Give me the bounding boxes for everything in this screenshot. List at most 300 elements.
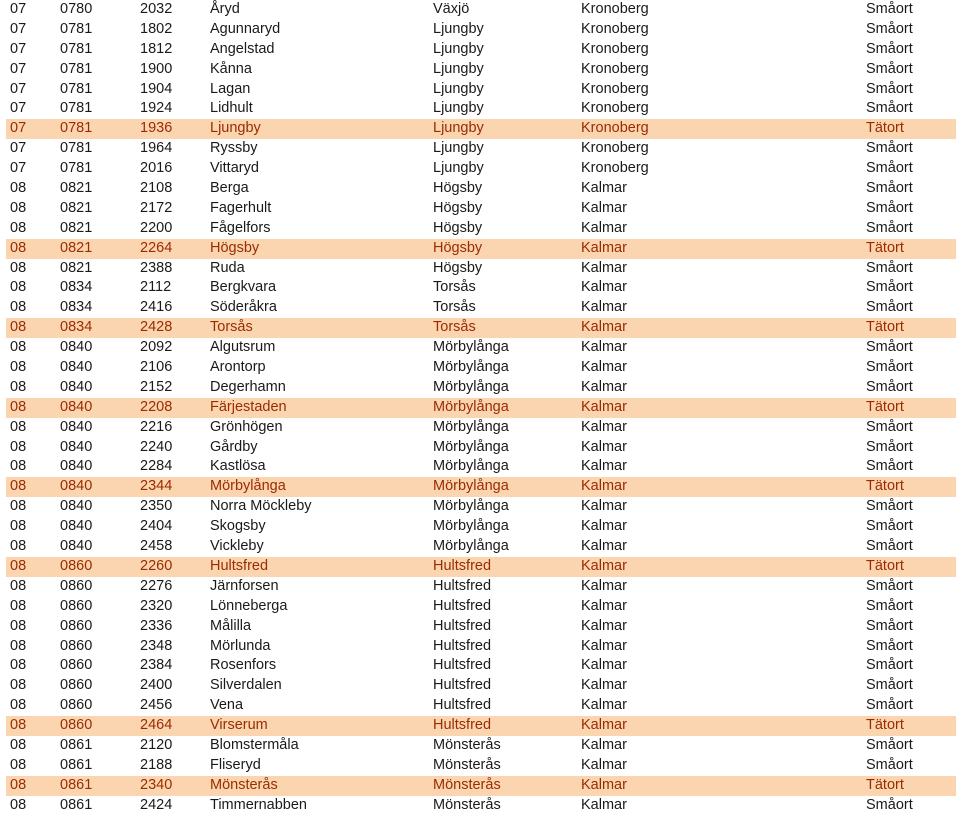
municipality-code-cell: 0781 xyxy=(60,120,93,137)
locality-type-cell: Småort xyxy=(866,637,913,654)
municipality-code-cell: 0840 xyxy=(60,339,93,356)
municipality-code-cell: 0781 xyxy=(60,20,93,37)
county-name-cell: Kronoberg xyxy=(581,80,649,97)
table-row xyxy=(6,338,956,358)
locality-name-cell: Virserum xyxy=(210,717,268,734)
table-row xyxy=(6,298,956,318)
table-row xyxy=(6,60,956,80)
municipality-name-cell: Hultsfred xyxy=(433,697,492,714)
municipality-name-cell: Växjö xyxy=(433,1,470,17)
county-name-cell: Kalmar xyxy=(581,259,627,276)
county-name-cell: Kalmar xyxy=(581,339,627,356)
municipality-code-cell: 0840 xyxy=(60,458,93,475)
municipality-code-cell: 0860 xyxy=(60,717,93,734)
locality-name-cell: Fågelfors xyxy=(210,219,271,236)
county-name-cell: Kalmar xyxy=(581,597,627,614)
county-code-cell: 08 xyxy=(10,717,27,734)
county-name-cell: Kalmar xyxy=(581,299,627,316)
locality-type-cell: Småort xyxy=(866,20,913,37)
locality-type-cell: Småort xyxy=(866,617,913,634)
locality-name-cell: Vickleby xyxy=(210,538,264,555)
locality-name-cell: Målilla xyxy=(210,617,252,634)
county-code-cell: 08 xyxy=(10,359,27,376)
table-row xyxy=(6,497,956,517)
locality-code-cell: 2092 xyxy=(140,339,173,356)
county-name-cell: Kalmar xyxy=(581,518,627,535)
locality-name-cell: Lönneberga xyxy=(210,597,288,614)
municipality-code-cell: 0861 xyxy=(60,736,93,753)
county-name-cell: Kronoberg xyxy=(581,60,649,77)
locality-type-cell: Småort xyxy=(866,518,913,535)
county-name-cell: Kalmar xyxy=(581,219,627,236)
table-row xyxy=(6,756,956,776)
municipality-code-cell: 0840 xyxy=(60,478,93,495)
locality-code-cell: 2340 xyxy=(140,776,173,793)
table-row xyxy=(6,358,956,378)
locality-code-cell: 2428 xyxy=(140,319,173,336)
table-row-highlighted xyxy=(6,477,956,497)
county-name-cell: Kalmar xyxy=(581,796,627,813)
table-row-highlighted xyxy=(6,557,956,577)
county-name-cell: Kalmar xyxy=(581,398,627,415)
locality-code-cell: 2384 xyxy=(140,657,173,674)
municipality-name-cell: Mönsterås xyxy=(433,756,501,773)
table-row xyxy=(6,99,956,119)
locality-code-cell: 2152 xyxy=(140,378,173,395)
county-code-cell: 08 xyxy=(10,657,27,674)
county-code-cell: 08 xyxy=(10,378,27,395)
locality-code-cell: 2320 xyxy=(140,597,173,614)
locality-type-cell: Småort xyxy=(866,279,913,296)
municipality-code-cell: 0781 xyxy=(60,60,93,77)
county-code-cell: 08 xyxy=(10,736,27,753)
county-code-cell: 08 xyxy=(10,776,27,793)
county-name-cell: Kalmar xyxy=(581,319,627,336)
municipality-code-cell: 0861 xyxy=(60,756,93,773)
municipality-name-cell: Mörbylånga xyxy=(433,538,509,555)
table-row xyxy=(6,0,956,20)
table-row xyxy=(6,617,956,637)
table-row xyxy=(6,696,956,716)
locality-type-cell: Småort xyxy=(866,160,913,177)
locality-name-cell: Arontorp xyxy=(210,359,266,376)
locality-type-cell: Småort xyxy=(866,597,913,614)
locality-type-cell: Tätort xyxy=(866,319,904,336)
table-row xyxy=(6,20,956,40)
county-code-cell: 08 xyxy=(10,518,27,535)
county-code-cell: 08 xyxy=(10,199,27,216)
municipality-code-cell: 0781 xyxy=(60,80,93,97)
county-name-cell: Kalmar xyxy=(581,677,627,694)
locality-code-cell: 2208 xyxy=(140,398,173,415)
table-row xyxy=(6,457,956,477)
locality-code-cell: 2032 xyxy=(140,1,173,17)
locality-code-cell: 2388 xyxy=(140,259,173,276)
locality-code-cell: 2264 xyxy=(140,239,173,256)
municipality-name-cell: Ljungby xyxy=(433,160,484,177)
locality-code-cell: 2344 xyxy=(140,478,173,495)
municipality-code-cell: 0821 xyxy=(60,219,93,236)
municipality-code-cell: 0840 xyxy=(60,438,93,455)
municipality-code-cell: 0781 xyxy=(60,160,93,177)
municipality-code-cell: 0860 xyxy=(60,677,93,694)
locality-type-cell: Småort xyxy=(866,378,913,395)
county-code-cell: 08 xyxy=(10,637,27,654)
municipality-name-cell: Ljungby xyxy=(433,40,484,57)
locality-code-cell: 2350 xyxy=(140,498,173,515)
municipality-name-cell: Mörbylånga xyxy=(433,518,509,535)
municipality-name-cell: Torsås xyxy=(433,279,476,296)
municipality-name-cell: Ljungby xyxy=(433,20,484,37)
county-name-cell: Kalmar xyxy=(581,359,627,376)
table-row xyxy=(6,40,956,60)
locality-type-cell: Tätort xyxy=(866,398,904,415)
locality-name-cell: Mörbylånga xyxy=(210,478,286,495)
locality-name-cell: Vittaryd xyxy=(210,160,259,177)
county-name-cell: Kalmar xyxy=(581,617,627,634)
table-row xyxy=(6,637,956,657)
locality-name-cell: Högsby xyxy=(210,239,260,256)
locality-name-cell: Degerhamn xyxy=(210,378,286,395)
county-code-cell: 08 xyxy=(10,597,27,614)
locality-name-cell: Blomstermåla xyxy=(210,736,299,753)
county-name-cell: Kalmar xyxy=(581,557,627,574)
county-code-cell: 08 xyxy=(10,398,27,415)
locality-code-cell: 2456 xyxy=(140,697,173,714)
table-row xyxy=(6,219,956,239)
locality-code-cell: 2416 xyxy=(140,299,173,316)
locality-code-cell: 2424 xyxy=(140,796,173,813)
locality-name-cell: Gårdby xyxy=(210,438,258,455)
municipality-code-cell: 0840 xyxy=(60,359,93,376)
county-name-cell: Kalmar xyxy=(581,637,627,654)
locality-code-cell: 1924 xyxy=(140,100,173,117)
county-code-cell: 08 xyxy=(10,577,27,594)
table-row xyxy=(6,159,956,179)
municipality-code-cell: 0840 xyxy=(60,378,93,395)
table-row xyxy=(6,517,956,537)
county-code-cell: 07 xyxy=(10,40,27,57)
municipality-code-cell: 0821 xyxy=(60,180,93,197)
county-name-cell: Kronoberg xyxy=(581,1,649,17)
municipality-name-cell: Mörbylånga xyxy=(433,478,509,495)
table-row xyxy=(6,378,956,398)
county-code-cell: 07 xyxy=(10,100,27,117)
municipality-name-cell: Högsby xyxy=(433,180,483,197)
locality-code-cell: 1904 xyxy=(140,80,173,97)
county-code-cell: 08 xyxy=(10,239,27,256)
county-code-cell: 08 xyxy=(10,458,27,475)
county-code-cell: 08 xyxy=(10,319,27,336)
table-row-highlighted xyxy=(6,239,956,259)
locality-name-cell: Vena xyxy=(210,697,244,714)
municipality-code-cell: 0781 xyxy=(60,40,93,57)
locality-type-cell: Småort xyxy=(866,219,913,236)
municipality-code-cell: 0860 xyxy=(60,577,93,594)
table-row xyxy=(6,537,956,557)
locality-code-cell: 2336 xyxy=(140,617,173,634)
municipality-name-cell: Hultsfred xyxy=(433,637,492,654)
municipality-name-cell: Mörbylånga xyxy=(433,359,509,376)
municipality-name-cell: Högsby xyxy=(433,239,483,256)
locality-code-cell: 2458 xyxy=(140,538,173,555)
municipality-name-cell: Mörbylånga xyxy=(433,498,509,515)
locality-code-cell: 2108 xyxy=(140,180,173,197)
county-name-cell: Kronoberg xyxy=(581,40,649,57)
municipality-code-cell: 0781 xyxy=(60,140,93,157)
locality-code-cell: 1964 xyxy=(140,140,173,157)
table-row xyxy=(6,736,956,756)
county-name-cell: Kalmar xyxy=(581,717,627,734)
municipality-code-cell: 0840 xyxy=(60,498,93,515)
locality-type-cell: Småort xyxy=(866,418,913,435)
county-name-cell: Kalmar xyxy=(581,756,627,773)
locality-type-cell: Småort xyxy=(866,677,913,694)
locality-name-cell: Angelstad xyxy=(210,40,275,57)
municipality-code-cell: 0821 xyxy=(60,239,93,256)
municipality-code-cell: 0821 xyxy=(60,199,93,216)
locality-type-cell: Småort xyxy=(866,100,913,117)
county-code-cell: 08 xyxy=(10,478,27,495)
county-name-cell: Kalmar xyxy=(581,378,627,395)
table-row-highlighted xyxy=(6,776,956,796)
locality-type-cell: Småort xyxy=(866,458,913,475)
locality-code-cell: 2276 xyxy=(140,577,173,594)
municipality-name-cell: Ljungby xyxy=(433,100,484,117)
locality-name-cell: Torsås xyxy=(210,319,253,336)
county-name-cell: Kalmar xyxy=(581,736,627,753)
municipality-code-cell: 0840 xyxy=(60,398,93,415)
municipality-name-cell: Mörbylånga xyxy=(433,398,509,415)
locality-type-cell: Småort xyxy=(866,657,913,674)
table-row xyxy=(6,278,956,298)
locality-type-cell: Småort xyxy=(866,498,913,515)
municipality-code-cell: 0861 xyxy=(60,776,93,793)
locality-name-cell: Bergkvara xyxy=(210,279,277,296)
county-code-cell: 08 xyxy=(10,438,27,455)
locality-code-cell: 2240 xyxy=(140,438,173,455)
county-name-cell: Kalmar xyxy=(581,478,627,495)
locality-code-cell: 2400 xyxy=(140,677,173,694)
locality-type-cell: Småort xyxy=(866,438,913,455)
locality-code-cell: 2112 xyxy=(140,279,172,296)
locality-name-cell: Silverdalen xyxy=(210,677,282,694)
locality-name-cell: Ruda xyxy=(210,259,245,276)
locality-type-cell: Småort xyxy=(866,80,913,97)
locality-type-cell: Småort xyxy=(866,180,913,197)
locality-name-cell: Berga xyxy=(210,180,249,197)
municipality-name-cell: Ljungby xyxy=(433,60,484,77)
locality-type-cell: Tätort xyxy=(866,239,904,256)
municipality-code-cell: 0860 xyxy=(60,697,93,714)
locality-type-cell: Tätort xyxy=(866,120,904,137)
locality-code-cell: 2016 xyxy=(140,160,173,177)
county-name-cell: Kalmar xyxy=(581,458,627,475)
locality-code-cell: 2188 xyxy=(140,756,173,773)
locality-code-cell: 2120 xyxy=(140,736,173,753)
municipality-code-cell: 0840 xyxy=(60,418,93,435)
county-code-cell: 07 xyxy=(10,140,27,157)
locality-code-cell: 2200 xyxy=(140,219,173,236)
locality-type-cell: Småort xyxy=(866,359,913,376)
municipality-name-cell: Mörbylånga xyxy=(433,458,509,475)
locality-name-cell: Timmernabben xyxy=(210,796,307,813)
locality-type-cell: Småort xyxy=(866,299,913,316)
locality-name-cell: Mörlunda xyxy=(210,637,271,654)
county-name-cell: Kalmar xyxy=(581,577,627,594)
municipality-code-cell: 0840 xyxy=(60,518,93,535)
municipality-name-cell: Torsås xyxy=(433,299,476,316)
county-code-cell: 08 xyxy=(10,498,27,515)
county-code-cell: 07 xyxy=(10,80,27,97)
municipality-code-cell: 0821 xyxy=(60,259,93,276)
municipality-code-cell: 0840 xyxy=(60,538,93,555)
municipality-code-cell: 0860 xyxy=(60,557,93,574)
municipality-name-cell: Hultsfred xyxy=(433,657,492,674)
county-name-cell: Kalmar xyxy=(581,438,627,455)
municipality-name-cell: Mörbylånga xyxy=(433,438,509,455)
table-row-highlighted xyxy=(6,119,956,139)
municipality-code-cell: 0860 xyxy=(60,617,93,634)
county-code-cell: 08 xyxy=(10,617,27,634)
locality-code-cell: 1812 xyxy=(140,40,173,57)
locality-type-cell: Småort xyxy=(866,577,913,594)
locality-type-cell: Småort xyxy=(866,339,913,356)
locality-name-cell: Norra Möckleby xyxy=(210,498,312,515)
locality-type-cell: Småort xyxy=(866,40,913,57)
municipality-name-cell: Högsby xyxy=(433,199,483,216)
locality-name-cell: Lagan xyxy=(210,80,251,97)
locality-code-cell: 2284 xyxy=(140,458,173,475)
table-row xyxy=(6,438,956,458)
county-name-cell: Kalmar xyxy=(581,180,627,197)
municipality-name-cell: Mönsterås xyxy=(433,796,501,813)
municipality-name-cell: Ljungby xyxy=(433,140,484,157)
municipality-name-cell: Mönsterås xyxy=(433,736,501,753)
table-row-highlighted xyxy=(6,398,956,418)
municipality-code-cell: 0834 xyxy=(60,279,93,296)
municipality-code-cell: 0860 xyxy=(60,637,93,654)
table-row xyxy=(6,796,956,816)
locality-code-cell: 1900 xyxy=(140,60,173,77)
county-code-cell: 08 xyxy=(10,756,27,773)
county-name-cell: Kalmar xyxy=(581,657,627,674)
locality-type-cell: Småort xyxy=(866,199,913,216)
locality-type-cell: Småort xyxy=(866,756,913,773)
table-row-highlighted xyxy=(6,716,956,736)
county-code-cell: 08 xyxy=(10,299,27,316)
table-row xyxy=(6,139,956,159)
county-code-cell: 08 xyxy=(10,259,27,276)
table-row xyxy=(6,597,956,617)
locality-type-cell: Småort xyxy=(866,140,913,157)
table-row-highlighted xyxy=(6,318,956,338)
county-code-cell: 08 xyxy=(10,796,27,813)
municipality-name-cell: Ljungby xyxy=(433,80,484,97)
county-name-cell: Kronoberg xyxy=(581,140,649,157)
municipality-code-cell: 0834 xyxy=(60,319,93,336)
municipality-name-cell: Mörbylånga xyxy=(433,418,509,435)
locality-name-cell: Kånna xyxy=(210,60,252,77)
county-code-cell: 08 xyxy=(10,279,27,296)
county-name-cell: Kronoberg xyxy=(581,20,649,37)
municipality-name-cell: Hultsfred xyxy=(433,717,492,734)
county-name-cell: Kronoberg xyxy=(581,100,649,117)
table-row xyxy=(6,577,956,597)
county-code-cell: 08 xyxy=(10,219,27,236)
locality-code-cell: 2172 xyxy=(140,199,173,216)
locality-code-cell: 2404 xyxy=(140,518,173,535)
county-code-cell: 07 xyxy=(10,120,27,137)
locality-name-cell: Kastlösa xyxy=(210,458,266,475)
county-code-cell: 08 xyxy=(10,418,27,435)
locality-name-cell: Grönhögen xyxy=(210,418,283,435)
county-code-cell: 08 xyxy=(10,538,27,555)
table-row xyxy=(6,259,956,279)
municipality-code-cell: 0781 xyxy=(60,100,93,117)
table-row xyxy=(6,179,956,199)
locality-name-cell: Ryssby xyxy=(210,140,258,157)
county-name-cell: Kronoberg xyxy=(581,160,649,177)
county-code-cell: 07 xyxy=(10,60,27,77)
county-code-cell: 08 xyxy=(10,557,27,574)
locality-name-cell: Lidhult xyxy=(210,100,253,117)
county-code-cell: 08 xyxy=(10,339,27,356)
locality-type-cell: Småort xyxy=(866,736,913,753)
locality-code-cell: 1802 xyxy=(140,20,173,37)
municipality-code-cell: 0780 xyxy=(60,1,93,17)
county-name-cell: Kalmar xyxy=(581,538,627,555)
county-code-cell: 08 xyxy=(10,677,27,694)
locality-code-cell: 2464 xyxy=(140,717,173,734)
locality-name-cell: Fagerhult xyxy=(210,199,272,216)
locality-type-cell: Småort xyxy=(866,697,913,714)
county-code-cell: 07 xyxy=(10,20,27,37)
municipality-name-cell: Mörbylånga xyxy=(433,378,509,395)
locality-code-cell: 1936 xyxy=(140,120,173,137)
county-name-cell: Kalmar xyxy=(581,776,627,793)
table-row xyxy=(6,656,956,676)
county-code-cell: 07 xyxy=(10,160,27,177)
locality-type-cell: Tätort xyxy=(866,557,904,574)
municipality-code-cell: 0860 xyxy=(60,597,93,614)
locality-code-cell: 2106 xyxy=(140,359,173,376)
county-name-cell: Kalmar xyxy=(581,498,627,515)
municipality-name-cell: Hultsfred xyxy=(433,557,492,574)
municipality-name-cell: Ljungby xyxy=(433,120,484,137)
county-name-cell: Kalmar xyxy=(581,239,627,256)
municipality-code-cell: 0834 xyxy=(60,299,93,316)
municipality-name-cell: Högsby xyxy=(433,259,483,276)
locality-name-cell: Åryd xyxy=(210,1,240,17)
locality-code-cell: 2260 xyxy=(140,557,173,574)
locality-name-cell: Hultsfred xyxy=(210,557,269,574)
county-name-cell: Kalmar xyxy=(581,418,627,435)
municipality-name-cell: Högsby xyxy=(433,219,483,236)
table-row xyxy=(6,80,956,100)
locality-type-cell: Småort xyxy=(866,259,913,276)
locality-type-cell: Småort xyxy=(866,60,913,77)
county-code-cell: 08 xyxy=(10,180,27,197)
locality-name-cell: Fliseryd xyxy=(210,756,261,773)
county-name-cell: Kalmar xyxy=(581,697,627,714)
municipality-name-cell: Hultsfred xyxy=(433,577,492,594)
table-row xyxy=(6,199,956,219)
locality-name-cell: Färjestaden xyxy=(210,398,287,415)
locality-name-cell: Mönsterås xyxy=(210,776,278,793)
locality-type-cell: Tätort xyxy=(866,717,904,734)
locality-type-cell: Tätort xyxy=(866,776,904,793)
